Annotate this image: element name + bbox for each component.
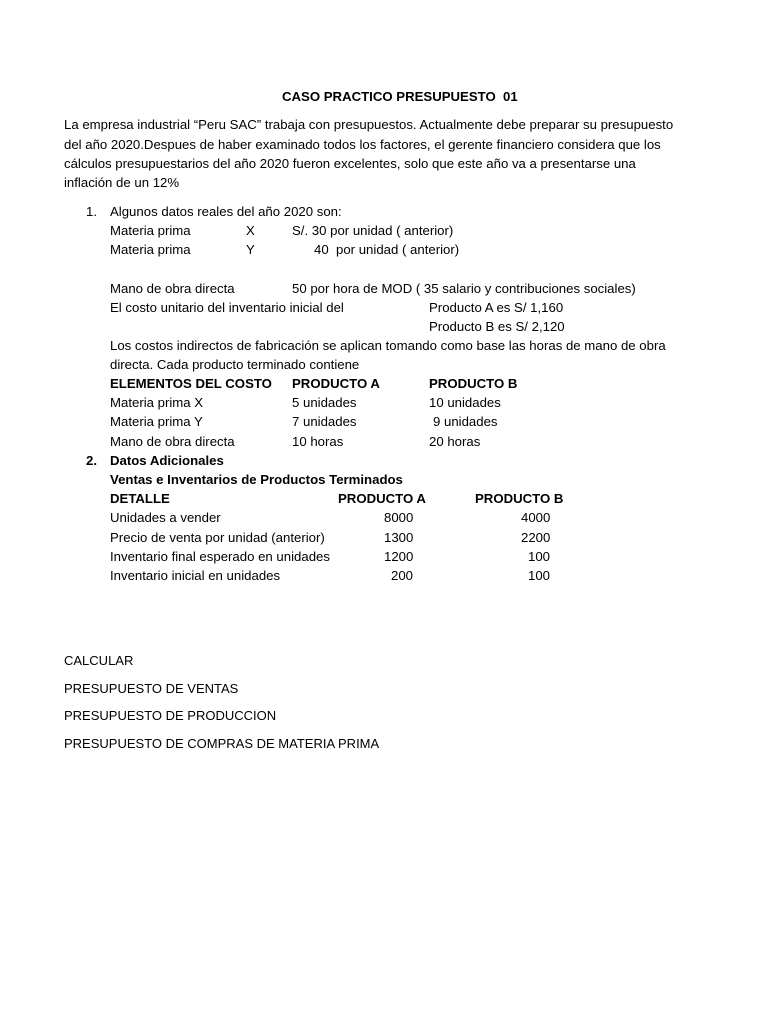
table-1-cell: 9 unidades: [433, 414, 498, 429]
table-2-header-detalle: DETALLE: [110, 491, 170, 506]
materia-x-code: X: [246, 223, 255, 238]
table-1-header-producto-a: PRODUCTO A: [292, 376, 380, 391]
intro-line-1: La empresa industrial “Peru SAC” trabaja con presupuestos. Actualmente debe preparar su presupuesto: [64, 117, 674, 132]
materia-y-value: 40 por unidad ( anterior): [314, 242, 460, 257]
table-2-header-producto-a: PRODUCTO A: [338, 491, 426, 506]
section-1-number: 1.: [86, 204, 97, 219]
materia-y-code: Y: [246, 242, 255, 257]
calcular-item-ventas: PRESUPUESTO DE VENTAS: [64, 681, 239, 696]
table-1-cell: Materia prima X: [110, 395, 204, 410]
table-1-cell: 7 unidades: [292, 414, 357, 429]
mano-obra-label: Mano de obra directa: [110, 281, 235, 296]
table-2-cell: 8000: [384, 510, 414, 525]
section-2-heading: Datos Adicionales: [110, 453, 224, 468]
table-1-cell: Mano de obra directa: [110, 434, 235, 449]
mano-obra-value: 50 por hora de MOD ( 35 salario y contribuciones sociales): [292, 281, 636, 296]
table-1-header-producto-b: PRODUCTO B: [429, 376, 518, 391]
table-2-cell: 1300: [384, 530, 414, 545]
materia-x-label: Materia prima: [110, 223, 191, 238]
document-title: CASO PRACTICO PRESUPUESTO 01: [282, 89, 518, 104]
table-1-cell: 20 horas: [429, 434, 481, 449]
table-2-cell: Inventario inicial en unidades: [110, 568, 281, 583]
calcular-heading: CALCULAR: [64, 653, 134, 668]
costo-unitario-label: El costo unitario del inventario inicial del: [110, 300, 344, 315]
indirectos-line-1: Los costos indirectos de fabricación se aplican tomando como base las horas de mano de obra: [110, 338, 666, 353]
materia-x-value: S/. 30 por unidad ( anterior): [292, 223, 454, 238]
table-1-cell: 5 unidades: [292, 395, 357, 410]
materia-y-label: Materia prima: [110, 242, 191, 257]
table-2-cell: Unidades a vender: [110, 510, 221, 525]
costo-producto-a: Producto A es S/ 1,160: [429, 300, 564, 315]
calcular-item-compras: PRESUPUESTO DE COMPRAS DE MATERIA PRIMA: [64, 736, 380, 751]
section-1-heading: Algunos datos reales del año 2020 son:: [110, 204, 342, 219]
table-2-cell: Inventario final esperado en unidades: [110, 549, 330, 564]
table-1-cell: 10 horas: [292, 434, 344, 449]
section-2-subheading: Ventas e Inventarios de Productos Terminados: [110, 472, 403, 487]
table-1-cell: 10 unidades: [429, 395, 501, 410]
table-2-cell: 200: [391, 568, 414, 583]
table-2-header-producto-b: PRODUCTO B: [475, 491, 564, 506]
table-1-cell: Materia prima Y: [110, 414, 203, 429]
table-1-header-elementos: ELEMENTOS DEL COSTO: [110, 376, 272, 391]
table-2-cell: 4000: [521, 510, 551, 525]
intro-line-2: del año 2020.Despues de haber examinado todos los factores, el gerente financiero considera que los: [64, 137, 661, 152]
table-2-cell: 100: [528, 549, 551, 564]
indirectos-line-2: directa. Cada producto terminado contiene: [110, 357, 360, 372]
calcular-item-produccion: PRESUPUESTO DE PRODUCCION: [64, 708, 277, 723]
section-2-number: 2.: [86, 453, 97, 468]
table-2-cell: 100: [528, 568, 551, 583]
costo-producto-b: Producto B es S/ 2,120: [429, 319, 565, 334]
table-2-cell: 1200: [384, 549, 414, 564]
table-2-cell: Precio de venta por unidad (anterior): [110, 530, 325, 545]
intro-line-4: inflación de un 12%: [64, 175, 180, 190]
table-2-cell: 2200: [521, 530, 551, 545]
intro-line-3: cálculos presupuestarios del año 2020 fueron excelentes, solo que este año va a presentarse una: [64, 156, 636, 171]
